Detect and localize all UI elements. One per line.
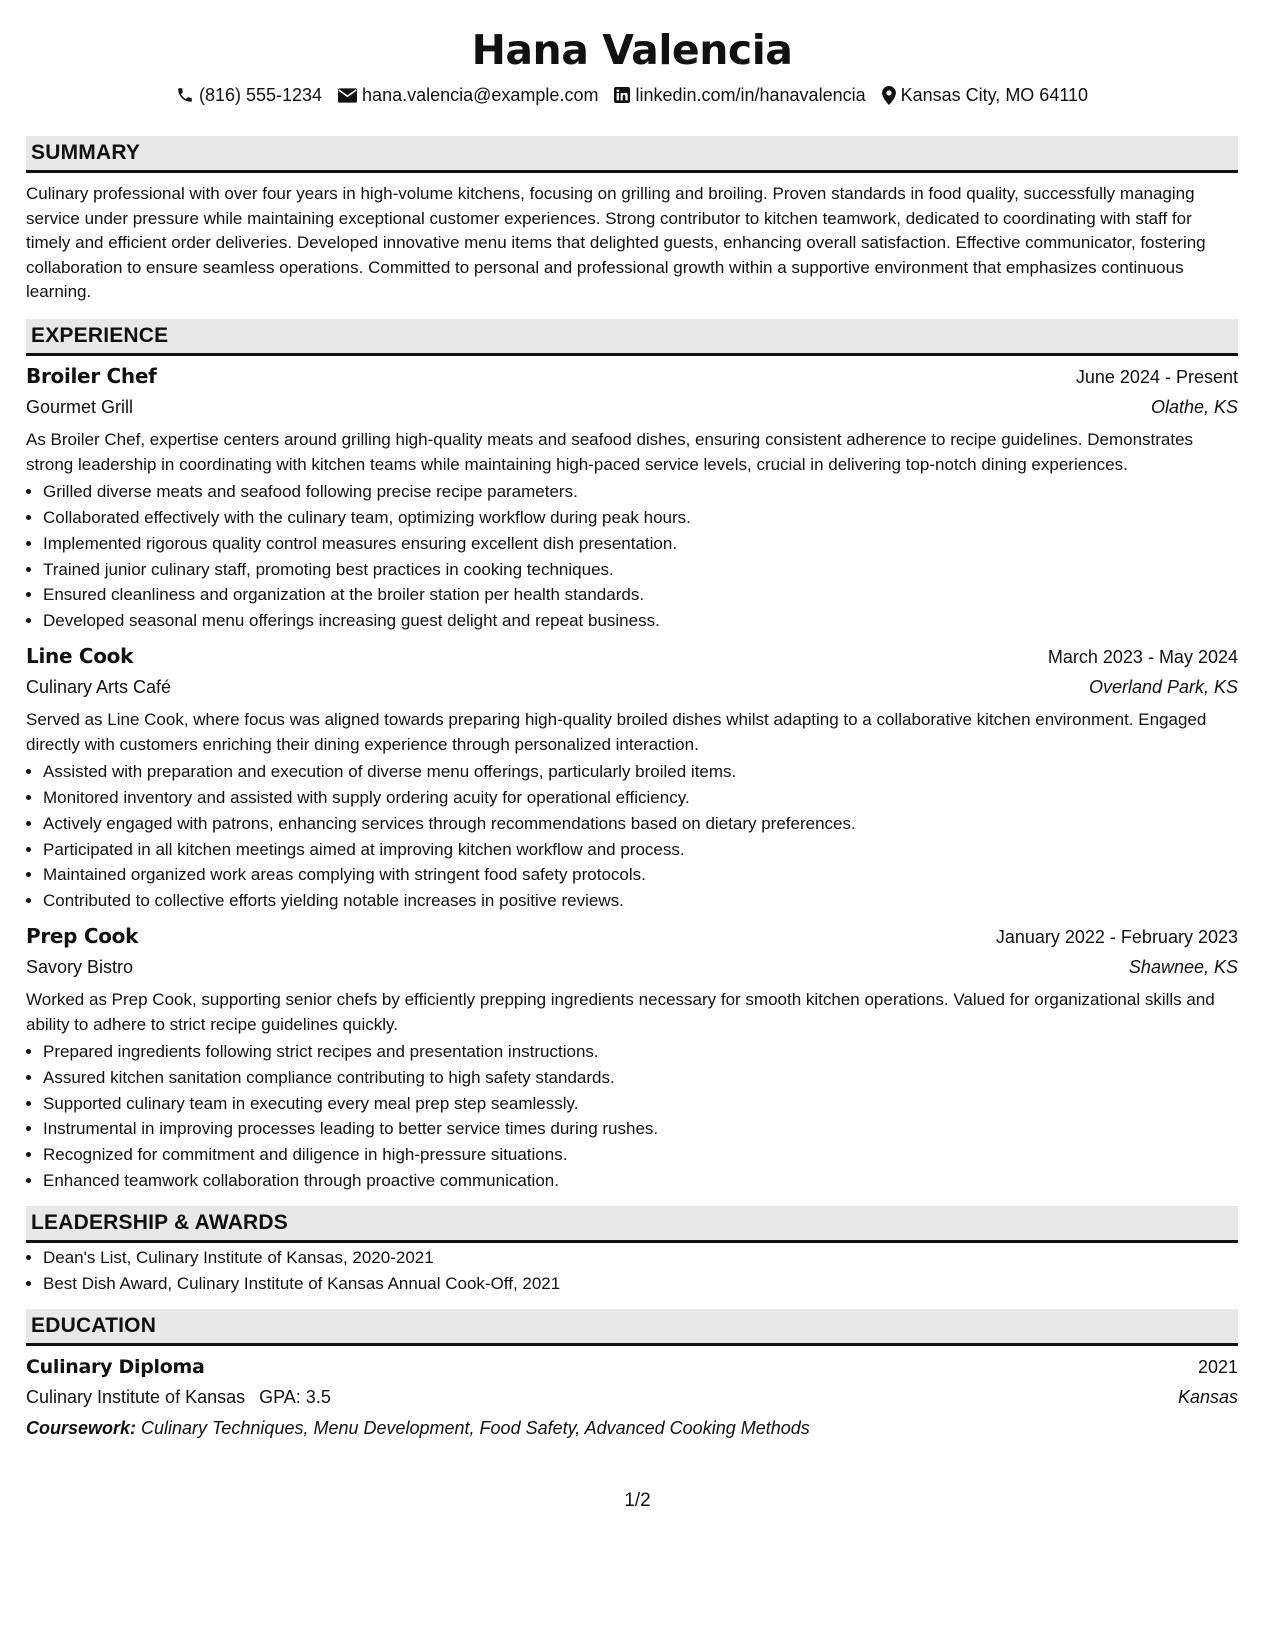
contact-phone	[176, 84, 322, 106]
contact-linkedin	[614, 84, 865, 106]
job-location: Olathe, KS	[1150, 396, 1238, 417]
list-item: • Developed seasonal menu offerings increasing guest delight and repeat business.	[43, 608, 1238, 634]
job-title: Broiler Chef	[26, 363, 157, 388]
list-item: • Actively engaged with patrons, enhancing services through recommendations based on dietary preferences.	[43, 811, 1238, 837]
email-text[interactable]: hana.valencia@example.com	[362, 85, 599, 105]
list-item: • Assisted with preparation and execution of diverse menu offerings, particularly broiled items.	[43, 759, 1238, 785]
job-entry	[26, 362, 1238, 634]
job-entry	[26, 922, 1238, 1194]
job-description: Worked as Prep Cook, supporting senior chefs by efficiently prepping ingredients necessary for smooth kitchen operations. Valued for organizational skills and ability to adhere to strict recipe guidelines quickly.	[26, 989, 1215, 1034]
coursework-list: Culinary Techniques, Menu Development, Food Safety, Advanced Cooking Methods	[136, 1418, 810, 1439]
job-company: Savory Bistro	[26, 956, 134, 977]
job-bullets	[26, 1039, 1238, 1194]
awards-list	[26, 1245, 1238, 1297]
contact-bar	[26, 84, 1238, 106]
list-item: • Best Dish Award, Culinary Institute of Kansas Annual Cook-Off, 2021	[43, 1271, 1238, 1297]
candidate-name: Hana Valencia	[471, 26, 793, 74]
job-location: Shawnee, KS	[1128, 956, 1238, 977]
job-dates: June 2024 - Present	[1075, 366, 1238, 387]
list-item: • Supported culinary team in executing every meal prep step seamlessly.	[43, 1091, 1238, 1117]
list-item: • Dean's List, Culinary Institute of Kansas, 2020-2021	[43, 1245, 1238, 1271]
job-bullets	[26, 759, 1238, 914]
job-company: Culinary Arts Café	[26, 676, 172, 697]
job-description: As Broiler Chef, expertise centers around grilling high-quality meats and seafood dishes, ensuring consistent adherence to recipe guidelines. Demonstrates strong leadership in coordinating with kitchen teams while maintaining high-paced service levels, crucial in delivering top-notch dining experiences.	[26, 429, 1194, 474]
phone-text[interactable]: (816) 555-1234	[198, 85, 323, 105]
list-item: • Prepared ingredients following strict recipes and presentation instructions.	[43, 1039, 1238, 1065]
list-item: • Grilled diverse meats and seafood following precise recipe parameters.	[43, 479, 1238, 505]
experience-heading: EXPERIENCE	[26, 319, 1238, 356]
list-item: • Contributed to collective efforts yielding notable increases in positive reviews.	[43, 888, 1238, 914]
job-dates: January 2022 - February 2023	[995, 926, 1238, 947]
list-item: • Monitored inventory and assisted with supply ordering acuity for operational efficiency.	[43, 785, 1238, 811]
linkedin-text[interactable]: linkedin.com/in/hanavalencia	[635, 85, 866, 105]
job-location: Overland Park, KS	[1088, 676, 1238, 697]
gpa-value: GPA: 3.5	[259, 1387, 331, 1408]
job-company: Gourmet Grill	[26, 396, 134, 417]
page-number: 1/2	[624, 1490, 651, 1511]
coursework	[26, 1413, 1238, 1443]
list-item: • Instrumental in improving processes leading to better service times during rushes.	[43, 1116, 1238, 1142]
summary-text: Culinary professional with over four years in high-volume kitchens, focusing on grilling and broiling. Proven standards in food quality, successfully managing service under pressure while maintaining exceptional customer experiences. Strong contributor to kitchen teamwork, dedicated to coordinating with staff for timely and efficient order deliveries. Developed innovative menu items that delighted guests, enhancing overall satisfaction. Effective communicator, fostering collaboration to ensure seamless operations. Committed to personal and professional growth within a supportive environment that emphasizes continuous learning.	[26, 184, 1206, 302]
list-item: • Assured kitchen sanitation compliance contributing to high safety standards.	[43, 1065, 1238, 1091]
job-description: Served as Line Cook, where focus was aligned towards preparing high-quality broiled dishes whilst adapting to a collaborative kitchen environment. Engaged directly with customers enriching their dining experience through personalized interaction.	[26, 709, 1207, 754]
location-text: Kansas City, MO 64110	[900, 85, 1089, 105]
list-item: • Collaborated effectively with the culinary team, optimizing workflow during peak hours.	[43, 505, 1238, 531]
education-heading: EDUCATION	[26, 1309, 1238, 1346]
envelope-icon	[338, 88, 357, 103]
coursework-label: Coursework:	[26, 1418, 137, 1439]
job-entry	[26, 642, 1238, 914]
graduation-year: 2021	[1197, 1357, 1238, 1378]
list-item: • Maintained organized work areas complying with stringent food safety protocols.	[43, 862, 1238, 888]
list-item: • Participated in all kitchen meetings aimed at improving kitchen workflow and process.	[43, 837, 1238, 863]
leadership-heading: LEADERSHIP & AWARDS	[26, 1206, 1238, 1243]
degree-title: Culinary Diploma	[26, 1356, 205, 1379]
list-item: • Ensured cleanliness and organization at the broiler station per health standards.	[43, 582, 1238, 608]
list-item: • Enhanced teamwork collaboration through proactive communication.	[43, 1168, 1238, 1194]
contact-email	[338, 84, 598, 106]
school-name: Culinary Institute of Kansas	[26, 1387, 246, 1408]
list-item: • Trained junior culinary staff, promoting best practices in cooking techniques.	[43, 557, 1238, 583]
job-title: Line Cook	[26, 643, 134, 668]
list-item: • Implemented rigorous quality control measures ensuring excellent dish presentation.	[43, 531, 1238, 557]
linkedin-icon	[614, 87, 630, 103]
phone-icon	[176, 86, 194, 104]
map-marker-icon	[882, 86, 896, 105]
summary-heading: SUMMARY	[26, 136, 1238, 173]
job-bullets	[26, 479, 1238, 634]
job-dates: March 2023 - May 2024	[1047, 646, 1238, 667]
job-title: Prep Cook	[26, 923, 139, 948]
school-location: Kansas	[1177, 1387, 1238, 1408]
contact-location	[882, 84, 1088, 106]
list-item: • Recognized for commitment and diligence in high-pressure situations.	[43, 1142, 1238, 1168]
